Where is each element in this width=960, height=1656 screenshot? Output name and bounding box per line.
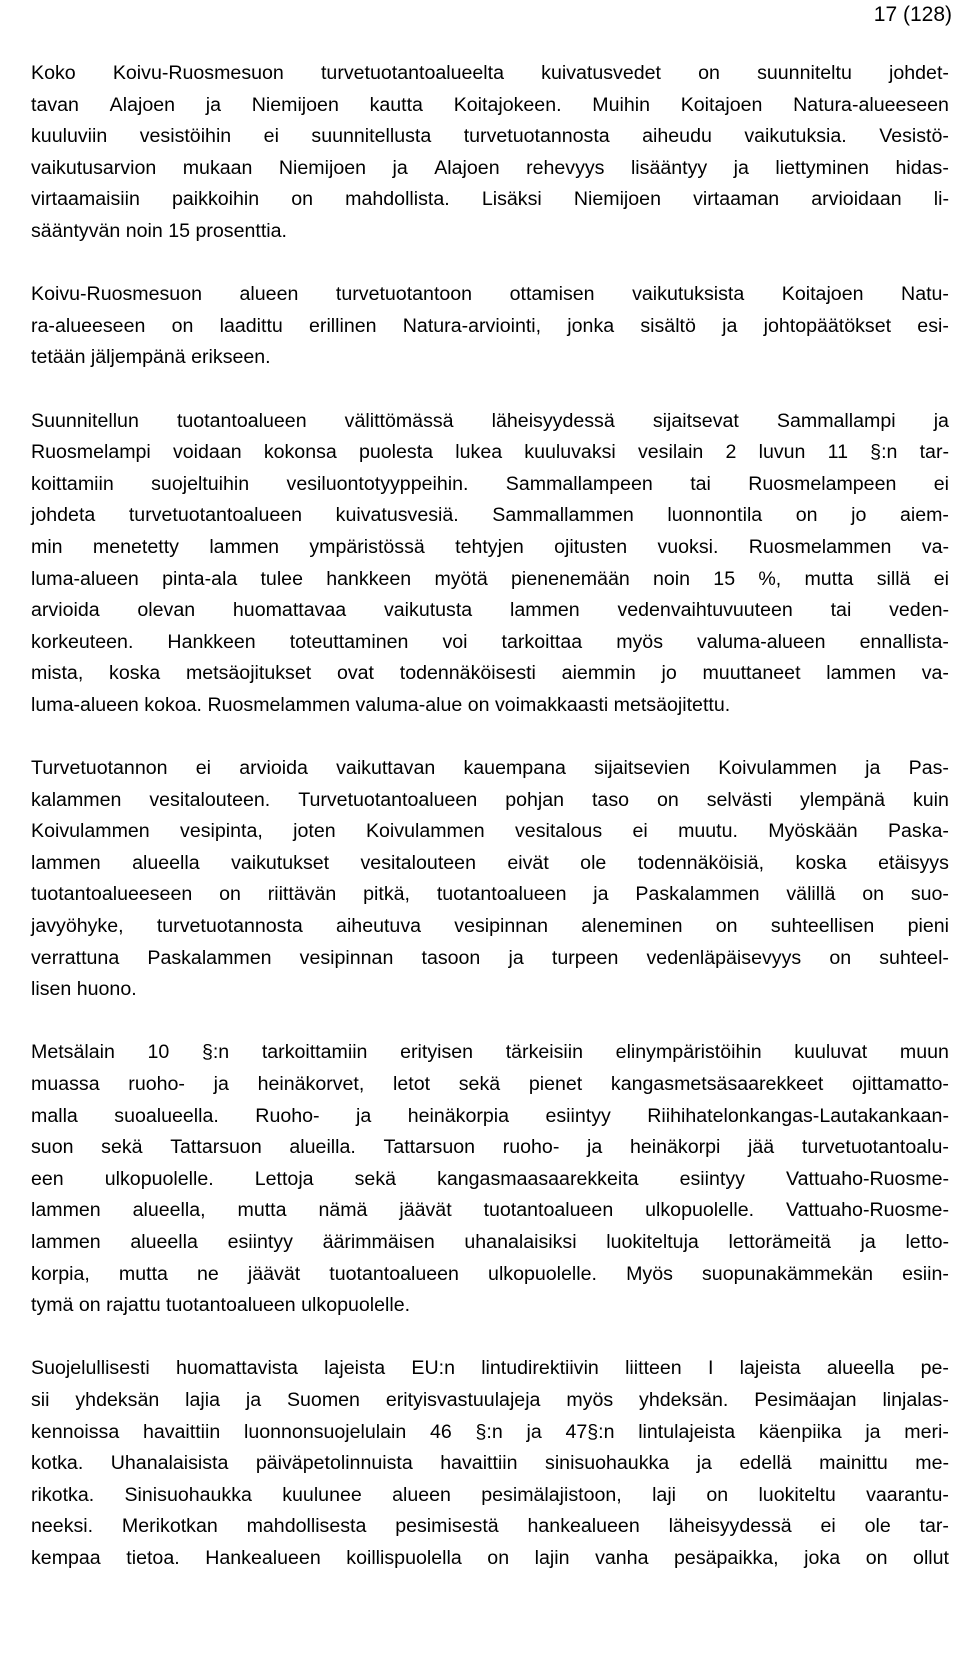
text-line: lammen alueella esiintyy äärimmäisen uhanalaisiksi luokiteltuja lettorämeitä ja letto-	[31, 1230, 949, 1253]
text-line: korkeuteen. Hankkeen toteuttaminen voi tarkoittaa myös valuma-alueen ennallista-	[31, 630, 949, 653]
text-line: Suojelullisesti huomattavista lajeista EU:n lintudirektiivin liitteen I lajeista alueella pe-	[31, 1357, 949, 1380]
paragraph	[31, 58, 949, 248]
text-line: lisen huono.	[31, 978, 137, 1001]
text-line: javyöhyke, turvetuotannosta aiheutuva vesipinnan aleneminen on suhteellisen pieni	[31, 915, 949, 938]
text-line: johdeta turvetuotantoalueen kuivatusvesiä. Sammallammen luonnontila on jo aiem-	[31, 504, 949, 527]
text-line: lammen alueella vaikutukset vesitalouteen eivät ole todennäköisiä, koska etäisyys	[31, 851, 949, 874]
text-line: Turvetuotannon ei arvioida vaikuttavan kauempana sijaitsevien Koivulammen ja Pas-	[31, 757, 949, 780]
text-line: min menetetty lammen ympäristössä tehtyjen ojitusten vuoksi. Ruosmelammen va-	[31, 535, 949, 558]
text-line: luma-alueen kokoa. Ruosmelammen valuma-alue on voimakkaasti metsäojitettu.	[31, 693, 731, 716]
text-line: luma-alueen pinta-ala tulee hankkeen myötä pienenemään noin 15 %, mutta sillä ei	[31, 567, 949, 590]
text-line: kennoissa havaittiin luonnonsuojelulain 46 §:n ja 47§:n lintulajeista käenpiika ja meri-	[31, 1420, 949, 1443]
text-line: mista, koska metsäojitukset ovat todennäköisesti aiemmin jo muuttaneet lammen va-	[31, 662, 949, 685]
text-line: tuotantoalueeseen on riittävän pitkä, tuotantoalueen ja Paskalammen välillä on suo-	[31, 883, 949, 906]
document-body	[31, 58, 949, 1575]
paragraph	[31, 406, 949, 722]
text-line: ra-alueeseen on laadittu erillinen Natura-arviointi, jonka sisältö ja johtopäätökset esi-	[31, 314, 949, 337]
text-line: korpia, mutta ne jäävät tuotantoalueen ulkopuolelle. Myös suopunakämmekän esiin-	[31, 1262, 949, 1285]
text-line: malla suoalueella. Ruoho- ja heinäkorpia esiintyy Riihihatelonkangas-Lautakankaan-	[31, 1104, 949, 1127]
text-line: rikotka. Sinisuohaukka kuulunee alueen pesimälajistoon, laji on luokiteltu vaarantu-	[31, 1483, 949, 1506]
text-line: Metsälain 10 §:n tarkoittamiin erityisen tärkeisiin elinympäristöihin kuuluvat muun	[31, 1041, 949, 1064]
text-line: verrattuna Paskalammen vesipinnan tasoon ja turpeen vedenläpäisevyys on suhteel-	[31, 946, 949, 969]
text-line: kuuluviin vesistöihin ei suunnitellusta turvetuotannosta aiheudu vaikutuksia. Vesistö-	[31, 125, 949, 148]
paragraph	[31, 753, 949, 1006]
text-line: Koko Koivu-Ruosmesuon turvetuotantoalueelta kuivatusvedet on suunniteltu johdet-	[31, 62, 949, 84]
paragraph	[31, 279, 949, 374]
text-line: suon sekä Tattarsuon alueilla. Tattarsuon ruoho- ja heinäkorpi jää turvetuotantoalu-	[31, 1136, 949, 1159]
text-line: kalammen vesitalouteen. Turvetuotantoalueen pohjan taso on selvästi ylempänä kuin	[31, 788, 949, 811]
text-line: tetään jäljempänä erikseen.	[31, 346, 271, 369]
text-line: kempaa tietoa. Hankealueen koillispuolella on lajin vanha pesäpaikka, joka on ollut	[31, 1546, 949, 1569]
text-line: Koivulammen vesipinta, joten Koivulammen vesitalous ei muutu. Myöskään Paska-	[31, 820, 949, 843]
text-line: virtaamaisiin paikkoihin on mahdollista. Lisäksi Niemijoen virtaaman arvioidaan li-	[31, 188, 949, 211]
page-number: 17 (128)	[873, 3, 952, 26]
paragraph	[31, 1037, 949, 1321]
text-line: Koivu-Ruosmesuon alueen turvetuotantoon ottamisen vaikutuksista Koitajoen Natu-	[31, 283, 949, 306]
text-line: tavan Alajoen ja Niemijoen kautta Koitajokeen. Muihin Koitajoen Natura-alueeseen	[31, 93, 949, 116]
paragraph	[31, 1353, 949, 1574]
text-line: tymä on rajattu tuotantoalueen ulkopuolelle.	[31, 1294, 411, 1317]
text-line: Ruosmelampi voidaan kokonsa puolesta lukea kuuluvaksi vesilain 2 luvun 11 §:n tar-	[31, 441, 949, 464]
text-line: vaikutusarvion mukaan Niemijoen ja Alajoen rehevyys lisääntyy ja liettyminen hidas-	[31, 156, 949, 179]
text-line: een ulkopuolelle. Lettoja sekä kangasmaasaarekkeita esiintyy Vattuaho-Ruosme-	[31, 1167, 949, 1190]
text-line: lammen alueella, mutta nämä jäävät tuotantoalueen ulkopuolelle. Vattuaho-Ruosme-	[31, 1199, 949, 1222]
text-line: muassa ruoho- ja heinäkorvet, letot sekä pienet kangasmetsäsaarekkeet ojittamatto-	[31, 1073, 949, 1095]
text-line: sii yhdeksän lajia ja Suomen erityisvastuulajeja myös yhdeksän. Pesimäajan linjalas-	[31, 1388, 949, 1411]
text-line: neeksi. Merikotkan mahdollisesta pesimisestä hankealueen läheisyydessä ei ole tar-	[31, 1515, 949, 1538]
text-line: arvioida olevan huomattavaa vaikutusta lammen vedenvaihtuvuuteen tai veden-	[31, 599, 949, 622]
text-line: kotka. Uhanalaisista päiväpetolinnuista havaittiin sinisuohaukka ja edellä mainittu me-	[31, 1452, 949, 1475]
text-line: koittamiin suojeltuihin vesiluontotyyppeihin. Sammallampeen tai Ruosmelampeen ei	[31, 472, 949, 495]
text-line: Suunnitellun tuotantoalueen välittömässä läheisyydessä sijaitsevat Sammallampi ja	[31, 409, 949, 432]
text-line: sääntyvän noin 15 prosenttia.	[31, 219, 287, 242]
